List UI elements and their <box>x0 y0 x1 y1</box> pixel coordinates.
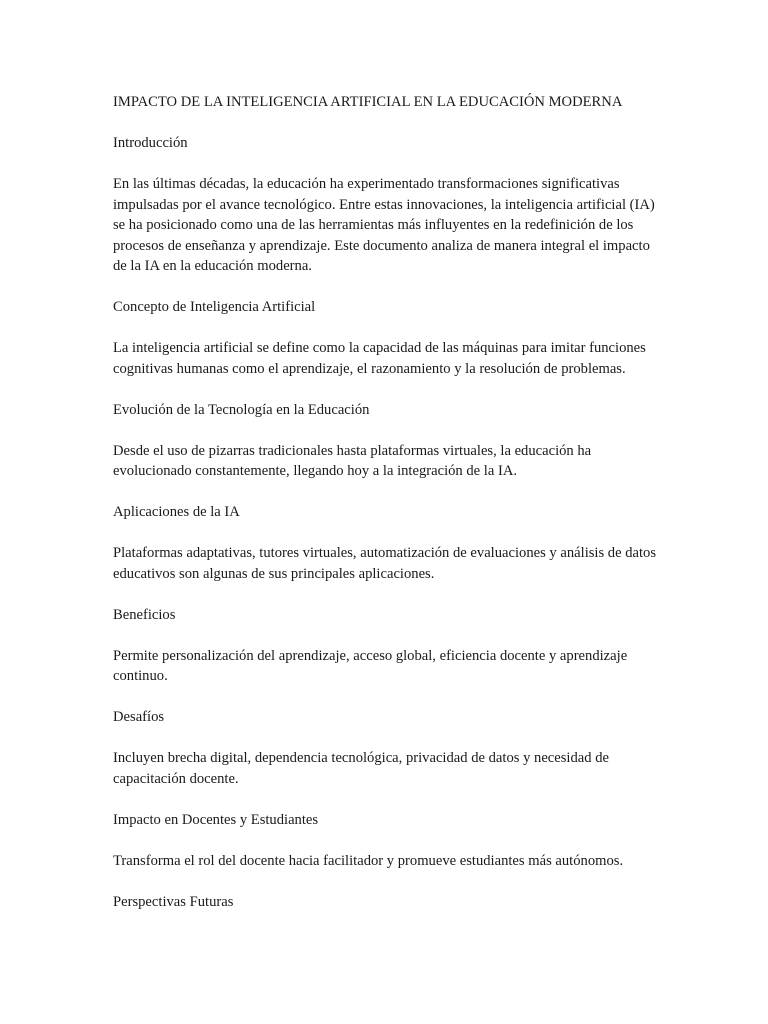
section-heading-desafios: Desafíos <box>113 709 165 725</box>
section-heading-concepto: Concepto de Inteligencia Artificial <box>113 299 316 315</box>
section-body-impacto: Transforma el rol del docente hacia facilitador y promueve estudiantes más autónomos. <box>113 852 624 869</box>
section-body-introduccion: En las últimas décadas, la educación ha experimentado transformaciones significativas impulsadas por el avance tecnológico. Entre estas innovaciones, la inteligencia artificial (IA) se ha posicionado como una de las herramientas más influyentes en la redefinición de los procesos de enseñanza y aprendizaje. Este documento analiza de manera integral el impacto de la IA en la educación moderna. <box>113 176 655 274</box>
section-heading-evolucion: Evolución de la Tecnología en la Educación <box>113 401 370 418</box>
document-title: IMPACTO DE LA INTELIGENCIA ARTIFICIAL EN LA EDUCACIÓN MODERNA <box>113 94 623 110</box>
section-heading-aplicaciones: Aplicaciones de la IA <box>113 504 240 520</box>
section-heading-impacto: Impacto en Docentes y Estudiantes <box>113 811 319 828</box>
section-body-beneficios: Permite personalización del aprendizaje, acceso global, eficiencia docente y aprendizaje continuo. <box>113 647 628 684</box>
section-body-aplicaciones: Plataformas adaptativas, tutores virtuales, automatización de evaluaciones y análisis de datos educativos son algunas de sus principales aplicaciones. <box>113 545 657 582</box>
document-page <box>113 92 661 933</box>
section-heading-perspectivas: Perspectivas Futuras <box>113 893 234 910</box>
section-body-desafios: Incluyen brecha digital, dependencia tecnológica, privacidad de datos y necesidad de capacitación docente. <box>113 750 609 787</box>
section-body-concepto: La inteligencia artificial se define como la capacidad de las máquinas para imitar funciones cognitivas humanas como el aprendizaje, el razonamiento y la resolución de problemas. <box>113 340 646 377</box>
section-body-evolucion: Desde el uso de pizarras tradicionales hasta plataformas virtuales, la educación ha evolucionado constantemente, llegando hoy a la integración de la IA. <box>113 442 592 479</box>
section-heading-beneficios: Beneficios <box>113 606 176 623</box>
section-heading-introduccion: Introducción <box>113 135 188 151</box>
